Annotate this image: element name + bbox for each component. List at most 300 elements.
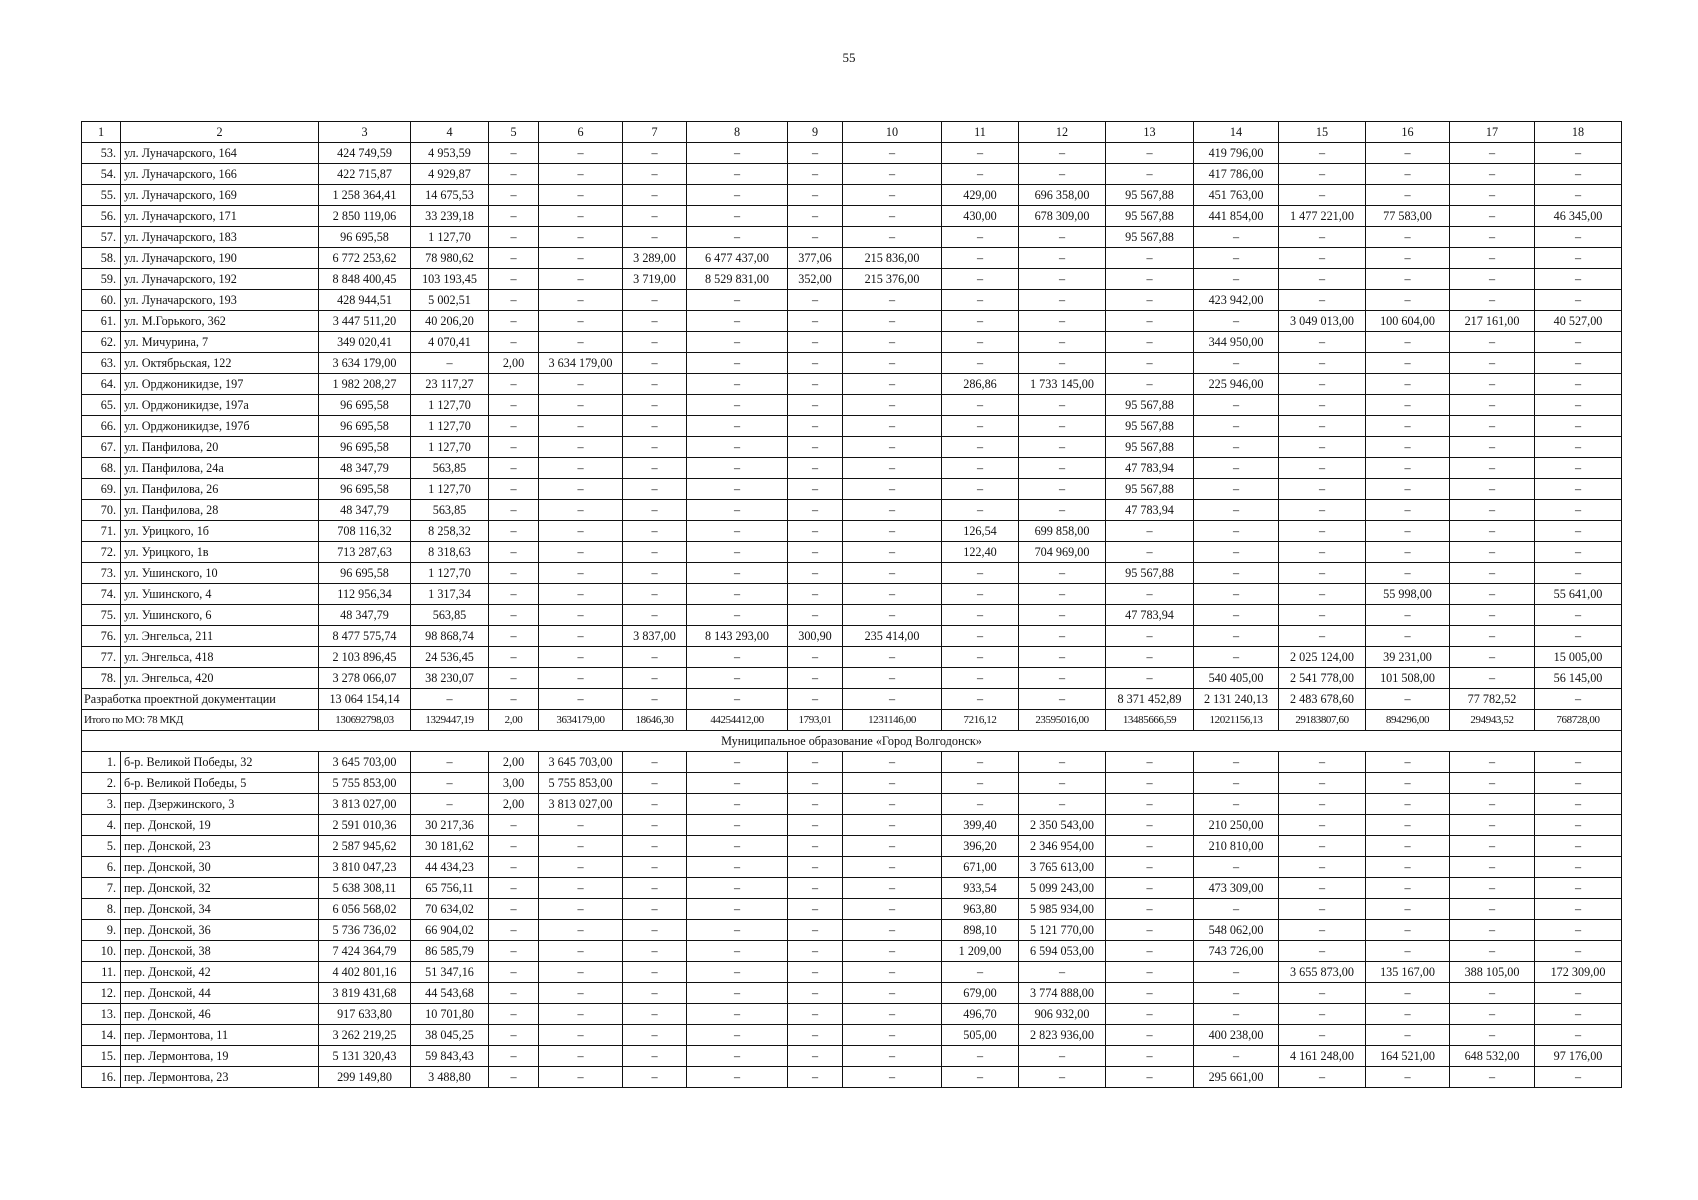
table-cell: – (623, 143, 687, 164)
table-cell: – (1366, 836, 1450, 857)
table-cell: 47 783,94 (1106, 500, 1194, 521)
table-cell: – (1194, 794, 1279, 815)
table-cell: – (687, 416, 788, 437)
table-cell: – (623, 836, 687, 857)
table-cell: – (1450, 143, 1535, 164)
table-cell: 40 206,20 (411, 311, 489, 332)
table-cell: – (1535, 857, 1622, 878)
table-cell: 18646,30 (623, 710, 687, 731)
table-cell: 3 262 219,25 (319, 1025, 411, 1046)
address-cell: ул. М.Горького, 362 (121, 311, 319, 332)
table-cell: 563,85 (411, 458, 489, 479)
table-cell: – (788, 437, 843, 458)
table-cell: – (1279, 1025, 1366, 1046)
table-cell: 2 591 010,36 (319, 815, 411, 836)
total-row (82, 710, 1622, 731)
table-cell: – (539, 626, 623, 647)
table-cell: 1 209,00 (942, 941, 1019, 962)
table-cell: – (1106, 542, 1194, 563)
table-cell: – (623, 542, 687, 563)
table-cell: – (623, 185, 687, 206)
table-cell: – (1535, 479, 1622, 500)
table-cell: – (942, 479, 1019, 500)
table-cell: – (1194, 395, 1279, 416)
table-cell: – (1019, 584, 1106, 605)
table-cell: – (1450, 857, 1535, 878)
table-cell: 768728,00 (1535, 710, 1622, 731)
table-cell: – (539, 311, 623, 332)
table-cell: – (489, 878, 539, 899)
table-cell: – (1535, 605, 1622, 626)
section-title: Муниципальное образование «Город Волгодонск» (82, 731, 1622, 752)
table-cell: – (489, 920, 539, 941)
table-cell: – (1450, 416, 1535, 437)
table-cell: – (687, 605, 788, 626)
table-cell: – (843, 311, 942, 332)
table-cell: – (1450, 941, 1535, 962)
table-cell: – (942, 563, 1019, 584)
table-cell: – (1106, 269, 1194, 290)
table-cell: – (788, 899, 843, 920)
table-cell: – (1279, 500, 1366, 521)
table-cell: – (1194, 1046, 1279, 1067)
table-cell: – (623, 899, 687, 920)
table-cell: 400 238,00 (1194, 1025, 1279, 1046)
table-cell: – (1019, 752, 1106, 773)
table-cell: – (687, 206, 788, 227)
table-cell: – (788, 290, 843, 311)
table-cell: – (788, 605, 843, 626)
table-cell: – (623, 437, 687, 458)
table-cell: 10 701,80 (411, 1004, 489, 1025)
table-cell: 5 985 934,00 (1019, 899, 1106, 920)
table-cell: – (1279, 164, 1366, 185)
table-cell: – (623, 878, 687, 899)
table-cell: – (843, 416, 942, 437)
table-cell: – (1535, 374, 1622, 395)
table-cell: 13. (82, 1004, 121, 1025)
table-cell: – (1535, 815, 1622, 836)
table-cell: 708 116,32 (319, 521, 411, 542)
table-cell: – (1450, 458, 1535, 479)
table-cell: – (788, 311, 843, 332)
table-cell: – (1366, 164, 1450, 185)
table-cell: – (1106, 1025, 1194, 1046)
table-cell: – (1019, 164, 1106, 185)
table-cell: – (942, 269, 1019, 290)
table-cell: – (1535, 1025, 1622, 1046)
table-cell: – (687, 290, 788, 311)
table-cell: – (1019, 647, 1106, 668)
table-cell: – (687, 395, 788, 416)
table-cell: 473 309,00 (1194, 878, 1279, 899)
table-cell: 286,86 (942, 374, 1019, 395)
table-cell: – (1366, 437, 1450, 458)
table-cell: 51 347,16 (411, 962, 489, 983)
address-cell: ул. Луначарского, 193 (121, 290, 319, 311)
table-cell: 15. (82, 1046, 121, 1067)
table-row (82, 605, 1622, 626)
table-cell: – (1450, 878, 1535, 899)
address-cell: пер. Донской, 42 (121, 962, 319, 983)
table-cell: – (1019, 143, 1106, 164)
table-cell: 101 508,00 (1366, 668, 1450, 689)
table-cell: 679,00 (942, 983, 1019, 1004)
table-cell: 2 850 119,06 (319, 206, 411, 227)
table-cell: – (843, 1025, 942, 1046)
table-cell: – (1450, 353, 1535, 374)
table-cell: – (1019, 962, 1106, 983)
address-cell: ул. Панфилова, 20 (121, 437, 319, 458)
table-cell: 8. (82, 899, 121, 920)
table-cell: 112 956,34 (319, 584, 411, 605)
table-cell: – (1535, 458, 1622, 479)
table-cell: – (1366, 353, 1450, 374)
table-cell: – (1194, 311, 1279, 332)
table-cell: 388 105,00 (1450, 962, 1535, 983)
table-cell: 11. (82, 962, 121, 983)
table-cell: 3,00 (489, 773, 539, 794)
table-cell: – (687, 584, 788, 605)
table-cell: – (411, 794, 489, 815)
table-cell: – (843, 542, 942, 563)
table-cell: – (843, 962, 942, 983)
table-cell: – (1019, 668, 1106, 689)
table-cell: 14 675,53 (411, 185, 489, 206)
table-cell: 74. (82, 584, 121, 605)
table-cell: – (1019, 311, 1106, 332)
table-cell: – (942, 647, 1019, 668)
table-cell: 56. (82, 206, 121, 227)
table-cell: – (687, 836, 788, 857)
table-cell: – (1450, 185, 1535, 206)
table-cell: – (489, 815, 539, 836)
table-cell: 96 695,58 (319, 437, 411, 458)
table-cell: 1. (82, 752, 121, 773)
table-cell: – (843, 815, 942, 836)
table-cell: – (1106, 164, 1194, 185)
table-cell: – (1106, 983, 1194, 1004)
table-cell: – (687, 1004, 788, 1025)
table-cell: – (1106, 332, 1194, 353)
table-cell: – (843, 941, 942, 962)
table-cell: – (489, 668, 539, 689)
table-row (82, 542, 1622, 563)
table-row (82, 416, 1622, 437)
table-cell: – (843, 920, 942, 941)
table-cell: 2 346 954,00 (1019, 836, 1106, 857)
table-cell: – (623, 941, 687, 962)
table-cell: – (623, 311, 687, 332)
table-cell: 44 543,68 (411, 983, 489, 1004)
table-row (82, 941, 1622, 962)
table-cell: – (1450, 584, 1535, 605)
address-cell: пер. Дзержинского, 3 (121, 794, 319, 815)
table-cell: – (539, 1067, 623, 1088)
table-cell: – (1279, 437, 1366, 458)
table-cell: 47 783,94 (1106, 605, 1194, 626)
address-cell: пер. Донской, 34 (121, 899, 319, 920)
table-cell: – (1366, 941, 1450, 962)
table-row (82, 794, 1622, 815)
table-cell: – (539, 941, 623, 962)
column-header: 4 (411, 122, 489, 143)
table-cell: – (788, 815, 843, 836)
table-cell: – (623, 752, 687, 773)
table-row (82, 983, 1622, 1004)
table-cell: 44254412,00 (687, 710, 788, 731)
address-cell: ул. Панфилова, 26 (121, 479, 319, 500)
table-cell: – (1194, 416, 1279, 437)
table-cell: 164 521,00 (1366, 1046, 1450, 1067)
table-cell: 648 532,00 (1450, 1046, 1535, 1067)
table-cell: 5 736 736,02 (319, 920, 411, 941)
table-cell: 3 810 047,23 (319, 857, 411, 878)
table-cell: 78. (82, 668, 121, 689)
table-cell: – (489, 983, 539, 1004)
table-cell: – (942, 962, 1019, 983)
table-cell: – (489, 416, 539, 437)
table-cell: 96 695,58 (319, 395, 411, 416)
table-cell: – (1535, 353, 1622, 374)
table-cell: – (942, 773, 1019, 794)
table-cell: – (1194, 248, 1279, 269)
table-cell: – (1279, 794, 1366, 815)
table-cell: – (623, 563, 687, 584)
table-cell: – (489, 542, 539, 563)
table-cell: – (539, 836, 623, 857)
table-cell: – (1366, 899, 1450, 920)
table-cell: – (788, 332, 843, 353)
table-cell: – (623, 605, 687, 626)
table-cell: – (1279, 248, 1366, 269)
table-cell: – (687, 542, 788, 563)
table-row (82, 668, 1622, 689)
table-cell: 5 131 320,43 (319, 1046, 411, 1067)
table-cell: 172 309,00 (1535, 962, 1622, 983)
table-cell: – (1279, 857, 1366, 878)
table-cell: – (687, 143, 788, 164)
address-cell: ул. Луначарского, 183 (121, 227, 319, 248)
address-cell: пер. Лермонтова, 11 (121, 1025, 319, 1046)
table-cell: – (1194, 899, 1279, 920)
table-cell: – (1450, 1067, 1535, 1088)
table-cell: – (539, 143, 623, 164)
table-cell: 76. (82, 626, 121, 647)
table-cell: 6 594 053,00 (1019, 941, 1106, 962)
table-cell: 5 755 853,00 (319, 773, 411, 794)
table-cell: – (788, 1025, 843, 1046)
table-cell: 423 942,00 (1194, 290, 1279, 311)
table-cell: – (489, 1046, 539, 1067)
table-cell: 225 946,00 (1194, 374, 1279, 395)
table-cell: 5 638 308,11 (319, 878, 411, 899)
table-cell: – (1279, 836, 1366, 857)
table-cell: – (788, 857, 843, 878)
table-row (82, 143, 1622, 164)
table-row (82, 563, 1622, 584)
table-cell: – (1366, 395, 1450, 416)
table-cell: – (1106, 836, 1194, 857)
table-cell: – (1450, 563, 1535, 584)
table-cell: – (1279, 479, 1366, 500)
table-cell: – (687, 227, 788, 248)
column-header: 1 (82, 122, 121, 143)
table-cell: 100 604,00 (1366, 311, 1450, 332)
table-cell: – (1450, 920, 1535, 941)
table-cell: 8 848 400,45 (319, 269, 411, 290)
table-cell: 2 587 945,62 (319, 836, 411, 857)
table-cell: – (1366, 605, 1450, 626)
table-cell: 55. (82, 185, 121, 206)
table-cell: – (623, 290, 687, 311)
table-cell: – (1450, 626, 1535, 647)
table-cell: – (843, 563, 942, 584)
table-cell: – (1106, 815, 1194, 836)
table-cell: – (1279, 542, 1366, 563)
address-cell: ул. Орджоникидзе, 197а (121, 395, 319, 416)
table-cell: – (623, 227, 687, 248)
table-cell: 44 434,23 (411, 857, 489, 878)
table-cell: – (1279, 920, 1366, 941)
table-cell: – (1535, 983, 1622, 1004)
table-cell: 377,06 (788, 248, 843, 269)
table-cell: – (539, 437, 623, 458)
table-cell: – (411, 689, 489, 710)
address-cell: пер. Донской, 23 (121, 836, 319, 857)
table-cell: – (539, 500, 623, 521)
table-cell: – (1106, 920, 1194, 941)
table-cell: 63. (82, 353, 121, 374)
table-cell: – (687, 899, 788, 920)
table-cell: – (1535, 332, 1622, 353)
table-cell: – (539, 857, 623, 878)
table-cell: – (1106, 647, 1194, 668)
table-cell: 300,90 (788, 626, 843, 647)
table-cell: – (942, 1046, 1019, 1067)
table-cell: – (942, 458, 1019, 479)
address-cell: б-р. Великой Победы, 32 (121, 752, 319, 773)
table-cell: – (623, 395, 687, 416)
table-cell: – (1366, 521, 1450, 542)
table-cell: – (1194, 605, 1279, 626)
table-cell: – (1019, 479, 1106, 500)
table-cell: – (1019, 416, 1106, 437)
table-cell: 61. (82, 311, 121, 332)
table-cell: 6 772 253,62 (319, 248, 411, 269)
table-cell: 54. (82, 164, 121, 185)
table-cell: – (687, 878, 788, 899)
table-cell: 8 143 293,00 (687, 626, 788, 647)
table-cell: 48 347,79 (319, 458, 411, 479)
address-cell: ул. Луначарского, 169 (121, 185, 319, 206)
table-cell: – (942, 605, 1019, 626)
table-cell: 8 258,32 (411, 521, 489, 542)
table-cell: 933,54 (942, 878, 1019, 899)
address-cell: ул. Урицкого, 1в (121, 542, 319, 563)
table-cell: – (1279, 416, 1366, 437)
table-cell: 15 005,00 (1535, 647, 1622, 668)
table-row (82, 458, 1622, 479)
table-cell: 39 231,00 (1366, 647, 1450, 668)
table-cell: – (942, 668, 1019, 689)
table-cell: – (1279, 752, 1366, 773)
table-cell: 8 529 831,00 (687, 269, 788, 290)
table-row (82, 752, 1622, 773)
table-cell: – (843, 689, 942, 710)
table-cell: – (788, 584, 843, 605)
table-cell: – (788, 878, 843, 899)
table-cell: 65. (82, 395, 121, 416)
table-cell: – (1450, 332, 1535, 353)
table-row (82, 878, 1622, 899)
table-cell: 95 567,88 (1106, 185, 1194, 206)
table-cell: – (788, 668, 843, 689)
table-cell: 29183807,60 (1279, 710, 1366, 731)
table-cell: – (843, 773, 942, 794)
section-row (82, 731, 1622, 752)
address-cell: ул. Мичурина, 7 (121, 332, 319, 353)
table-cell: – (687, 332, 788, 353)
table-cell: – (942, 332, 1019, 353)
table-cell: 3 655 873,00 (1279, 962, 1366, 983)
table-cell: – (1279, 353, 1366, 374)
table-cell: 33 239,18 (411, 206, 489, 227)
design-row-label: Разработка проектной документации (82, 689, 319, 710)
table-cell: – (843, 500, 942, 521)
table-cell: – (942, 1067, 1019, 1088)
table-cell: 1 127,70 (411, 563, 489, 584)
table-cell: 3 289,00 (623, 248, 687, 269)
table-cell: – (1194, 269, 1279, 290)
table-cell: – (489, 962, 539, 983)
table-cell: – (788, 983, 843, 1004)
table-cell: 40 527,00 (1535, 311, 1622, 332)
table-row (82, 857, 1622, 878)
table-cell: – (623, 584, 687, 605)
table-cell: – (843, 878, 942, 899)
table-cell: 2 350 543,00 (1019, 815, 1106, 836)
table-cell: – (1279, 269, 1366, 290)
table-cell: 46 345,00 (1535, 206, 1622, 227)
table-cell: – (623, 206, 687, 227)
table-cell: 4 070,41 (411, 332, 489, 353)
data-table (81, 121, 1622, 1088)
table-cell: – (942, 752, 1019, 773)
table-cell: – (1194, 584, 1279, 605)
table-cell: – (1450, 437, 1535, 458)
table-cell: 55 998,00 (1366, 584, 1450, 605)
table-cell: – (489, 185, 539, 206)
table-row (82, 962, 1622, 983)
table-cell: – (687, 689, 788, 710)
table-cell: 98 868,74 (411, 626, 489, 647)
table-cell: 399,40 (942, 815, 1019, 836)
table-cell: 3 278 066,07 (319, 668, 411, 689)
table-cell: 66. (82, 416, 121, 437)
table-cell: – (489, 269, 539, 290)
address-cell: ул. Панфилова, 28 (121, 500, 319, 521)
table-cell: – (539, 920, 623, 941)
table-cell: – (843, 374, 942, 395)
table-cell: 430,00 (942, 206, 1019, 227)
table-cell: – (843, 668, 942, 689)
table-cell: 3 645 703,00 (539, 752, 623, 773)
table-cell: 1 258 364,41 (319, 185, 411, 206)
table-cell: – (489, 311, 539, 332)
table-cell: – (942, 311, 1019, 332)
table-cell: 713 287,63 (319, 542, 411, 563)
